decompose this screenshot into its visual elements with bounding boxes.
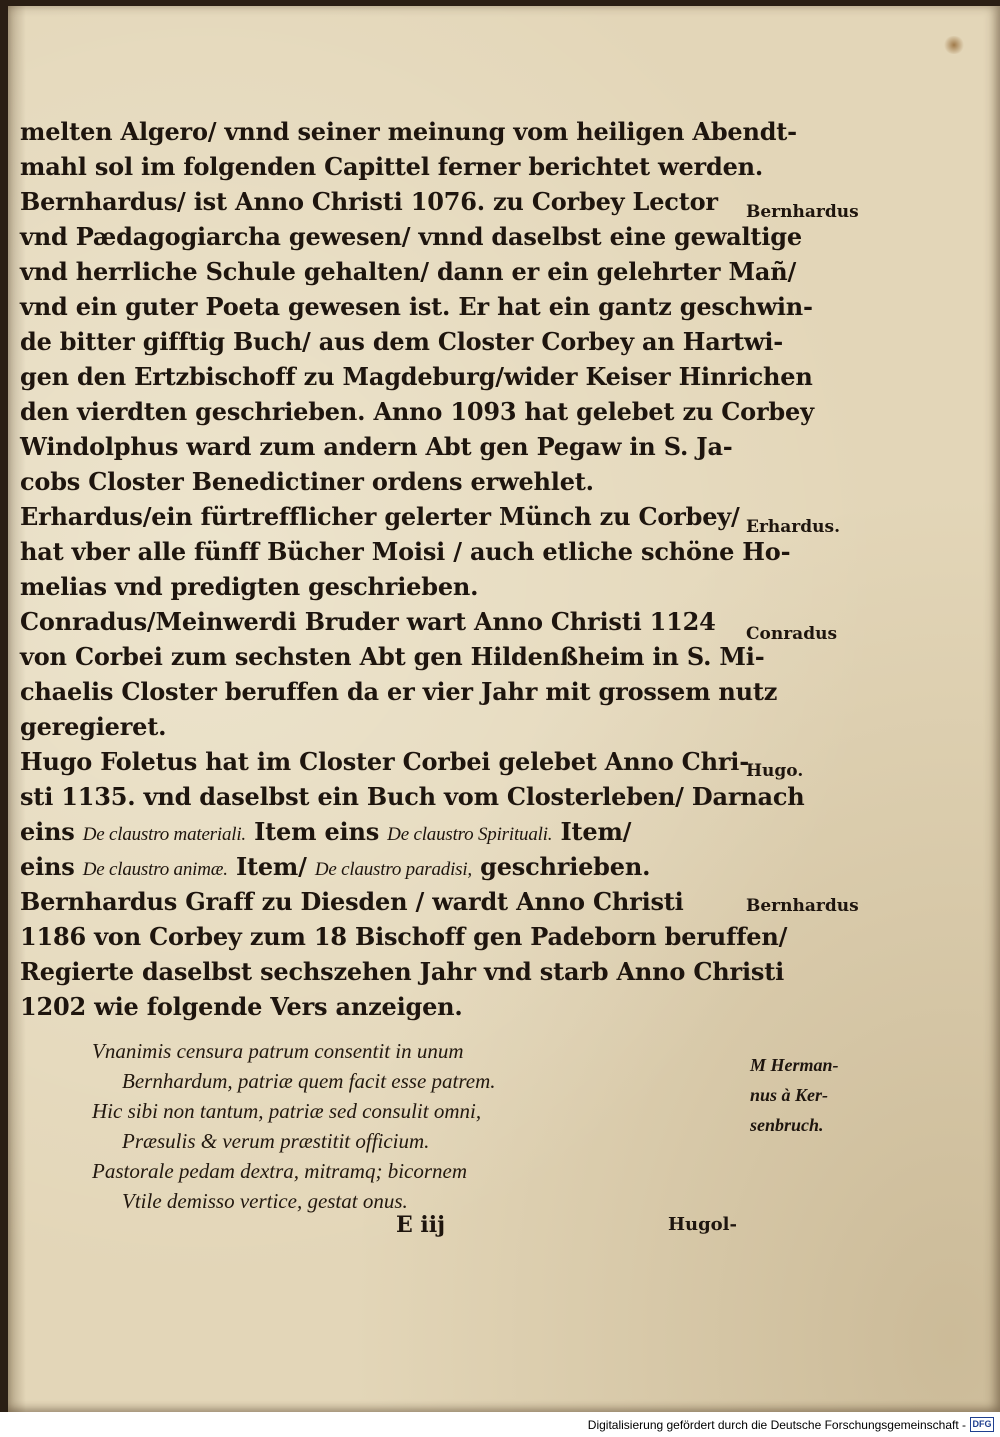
margin-line: senbruch. bbox=[750, 1115, 824, 1135]
text-line: cobs Closter Benedictiner ordens erwehlet. bbox=[20, 467, 594, 496]
text-line: sti 1135. vnd daselbst ein Buch vom Closterleben/ Darnach bbox=[20, 782, 805, 811]
text-word: geschrieben. bbox=[480, 852, 651, 881]
margin-line: nus à Ker- bbox=[750, 1085, 829, 1105]
text-word: Item/ bbox=[235, 852, 307, 881]
verse-line: Vnanimis censura patrum consentit in unum bbox=[92, 1039, 464, 1063]
text-line: Windolphus ward zum andern Abt gen Pegaw in S. Ja- bbox=[20, 432, 733, 461]
text-line: von Corbei zum sechsten Abt gen Hildenßheim in S. Mi- bbox=[20, 642, 765, 671]
text-line: hat vber alle fünff Bücher Moisi / auch etliche schöne Ho- bbox=[20, 537, 791, 566]
dfg-logo-icon[interactable]: DFG bbox=[970, 1417, 994, 1432]
latin-title: De claustro materiali. bbox=[82, 824, 246, 845]
verse-line: Præsulis & verum præstitit officium. bbox=[122, 1129, 430, 1153]
text-line: Hugo Foletus hat im Closter Corbei gelebet Anno Chri- bbox=[20, 747, 749, 776]
text-line: vnd ein guter Poeta gewesen ist. Er hat ein gantz geschwin- bbox=[20, 292, 813, 321]
text-line: den vierdten geschrieben. Anno 1093 hat gelebet zu Corbey bbox=[20, 397, 814, 426]
margin-note-bernhardus-2: Bernhardus bbox=[746, 896, 859, 916]
paper-stain bbox=[943, 36, 965, 54]
main-text-block bbox=[20, 114, 814, 1024]
latin-title: De claustro paradisi, bbox=[314, 859, 472, 880]
text-line: mahl sol im folgenden Capittel ferner berichtet werden. bbox=[20, 152, 764, 181]
signature-mark: E iij bbox=[396, 1212, 446, 1238]
text-line: melias vnd predigten geschrieben. bbox=[20, 572, 479, 601]
text-line: geregieret. bbox=[20, 712, 167, 741]
text-line-mixed bbox=[20, 849, 732, 884]
margin-note-hermannus bbox=[750, 1050, 839, 1140]
footer-bar bbox=[0, 1412, 1000, 1437]
text-line: Bernhardus Graff zu Diesden / wardt Anno Christi bbox=[20, 887, 684, 916]
text-line: melten Algero/ vnnd seiner meinung vom heiligen Abendt- bbox=[20, 117, 797, 146]
text-line: Bernhardus/ ist Anno Christi 1076. zu Corbey Lector bbox=[20, 187, 718, 216]
text-word: eins bbox=[20, 852, 75, 881]
text-line: 1186 von Corbey zum 18 Bischoff gen Padeborn beruffen/ bbox=[20, 922, 788, 951]
text-line-mixed bbox=[20, 814, 732, 849]
text-line: de bitter gifftig Buch/ aus dem Closter Corbey an Hartwi- bbox=[20, 327, 784, 356]
latin-title: De claustro animæ. bbox=[82, 859, 228, 880]
margin-note-bernhardus: Bernhardus bbox=[746, 202, 859, 222]
text-line: vnd herrliche Schule gehalten/ dann er ein gelehrter Mañ/ bbox=[20, 257, 797, 286]
text-line: chaelis Closter beruffen da er vier Jahr mit grossem nutz bbox=[20, 677, 778, 706]
verse-line: Pastorale pedam dextra, mitramq; bicornem bbox=[92, 1159, 468, 1183]
verse-line: Vtile demisso vertice, gestat onus. bbox=[122, 1189, 408, 1213]
text-word: Item/ bbox=[560, 817, 632, 846]
margin-note-hugo: Hugo. bbox=[746, 761, 804, 781]
catchword: Hugol- bbox=[668, 1214, 737, 1235]
text-line: Conradus/Meinwerdi Bruder wart Anno Christi 1124 bbox=[20, 607, 716, 636]
text-line: 1202 wie folgende Vers anzeigen. bbox=[20, 992, 463, 1021]
text-line: Regierte daselbst sechszehen Jahr vnd starb Anno Christi bbox=[20, 957, 785, 986]
funding-credit-link[interactable]: Digitalisierung gefördert durch die Deutsche Forschungsgemeinschaft - bbox=[587, 1418, 966, 1432]
verse-line: Hic sibi non tantum, patriæ sed consulit omni, bbox=[92, 1099, 482, 1123]
text-line: Erhardus/ein fürtrefflicher gelerter Münch zu Corbey/ bbox=[20, 502, 740, 531]
margin-note-erhardus: Erhardus. bbox=[746, 517, 840, 537]
latin-verse bbox=[92, 1036, 552, 1216]
text-word: Item eins bbox=[254, 817, 380, 846]
verse-line: Bernhardum, patriæ quem facit esse patrem. bbox=[122, 1069, 496, 1093]
text-line: gen den Ertzbischoff zu Magdeburg/wider Keiser Hinrichen bbox=[20, 362, 813, 391]
text-line: vnd Pædagogiarcha gewesen/ vnnd daselbst eine gewaltige bbox=[20, 222, 802, 251]
margin-note-conradus: Conradus bbox=[746, 624, 838, 644]
margin-line: M Herman- bbox=[750, 1055, 839, 1075]
latin-title: De claustro Spirituali. bbox=[387, 824, 553, 845]
text-word: eins bbox=[20, 817, 75, 846]
